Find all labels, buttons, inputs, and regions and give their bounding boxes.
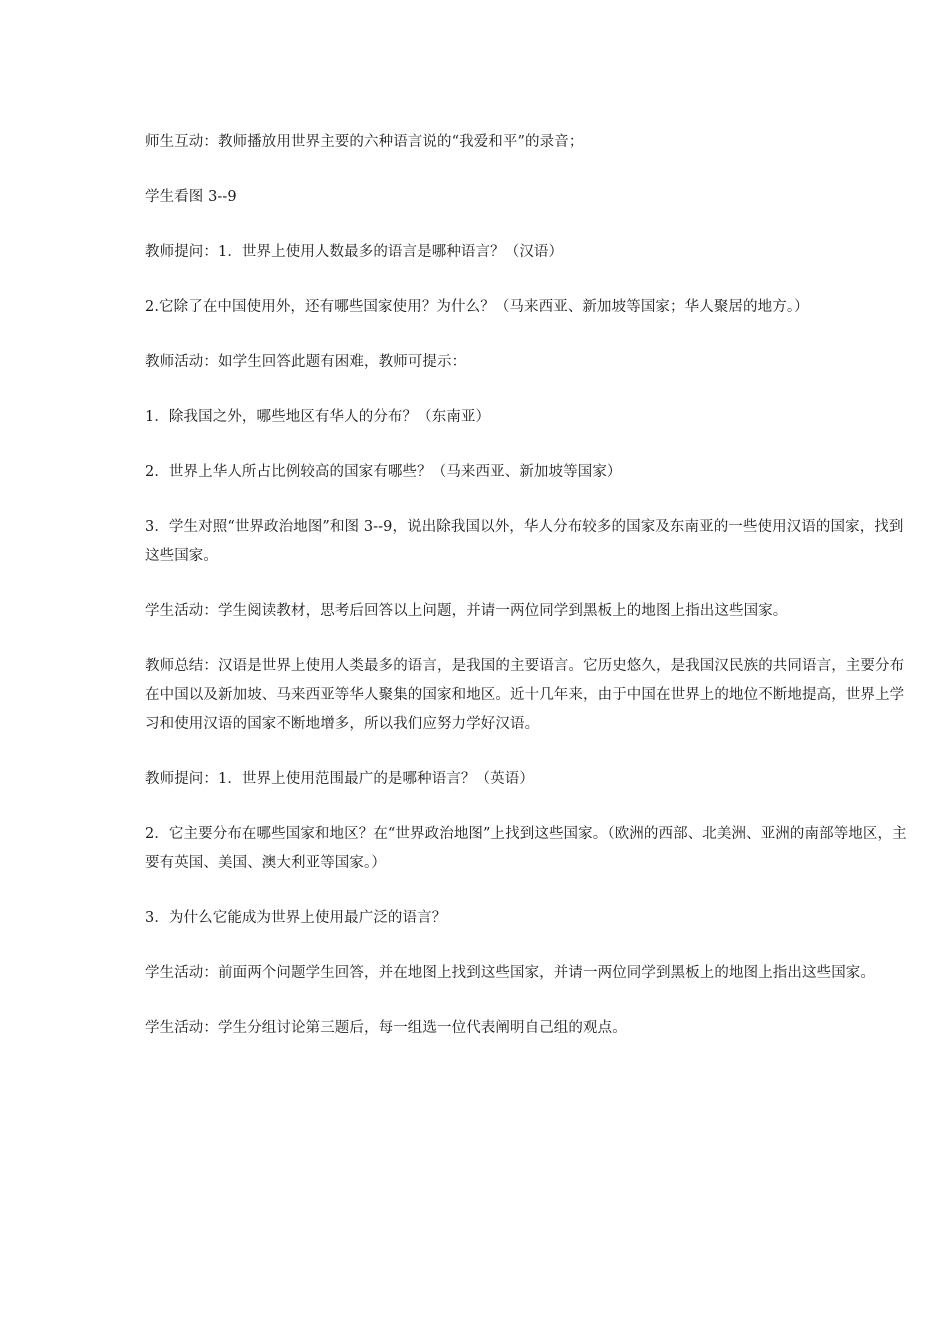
paragraph-question-2: 2.它除了在中国使用外，还有哪些国家使用？为什么？（马来西亚、新加坡等国家；华人聚居的地方。）	[145, 299, 809, 315]
paragraph-student-activity-2: 学生活动：前面两个问题学生回答，并在地图上找到这些国家，并请一两位同学到黑板上的地图上指出这些国家。	[145, 965, 875, 981]
paragraph-teacher-student-interaction: 师生互动：教师播放用世界主要的六种语言说的“我爱和平”的录音；	[145, 134, 584, 150]
paragraph-teacher-question-english: 教师提问：1．世界上使用范围最广的是哪种语言？（英语）	[145, 771, 534, 787]
paragraph-teacher-activity: 教师活动：如学生回答此题有困难，教师可提示：	[145, 354, 467, 370]
paragraph-students-view-figure: 学生看图 3--9	[145, 189, 237, 205]
paragraph-english-why: 3．为什么它能成为世界上使用最广泛的语言？	[145, 910, 447, 926]
paragraph-hint-1: 1．除我国之外，哪些地区有华人的分布？（东南亚）	[145, 409, 491, 425]
document-body	[145, 128, 907, 1069]
paragraph-teacher-summary: 教师总结：汉语是世界上使用人类最多的语言，是我国的主要语言。它历史悠久，是我国汉民族的共同语言，主要分布在中国以及新加坡、马来西亚等华人聚集的国家和地区。近十几年来，由于中国在世界上的地位不断地提高，世界上学习和使用汉语的国家不断地增多，所以我们应努力学好汉语。	[145, 658, 905, 732]
paragraph-student-activity-1: 学生活动：学生阅读教材，思考后回答以上问题，并请一两位同学到黑板上的地图上指出这些国家。	[145, 603, 788, 619]
paragraph-student-activity-3: 学生活动：学生分组讨论第三题后，每一组选一位代表阐明自己组的观点。	[145, 1020, 627, 1036]
paragraph-hint-2: 2．世界上华人所占比例较高的国家有哪些？（马来西亚、新加坡等国家）	[145, 464, 622, 480]
paragraph-english-distribution: 2．它主要分布在哪些国家和地区？在“世界政治地图”上找到这些国家。（欧洲的西部、北美洲、亚洲的南部等地区，主要有英国、美国、澳大利亚等国家。）	[145, 826, 907, 871]
paragraph-hint-3: 3．学生对照“世界政治地图”和图 3--9，说出除我国以外，华人分布较多的国家及东南亚的一些使用汉语的国家，找到这些国家。	[145, 519, 904, 564]
paragraph-teacher-question-1: 教师提问：1．世界上使用人数最多的语言是哪种语言？（汉语）	[145, 244, 564, 260]
